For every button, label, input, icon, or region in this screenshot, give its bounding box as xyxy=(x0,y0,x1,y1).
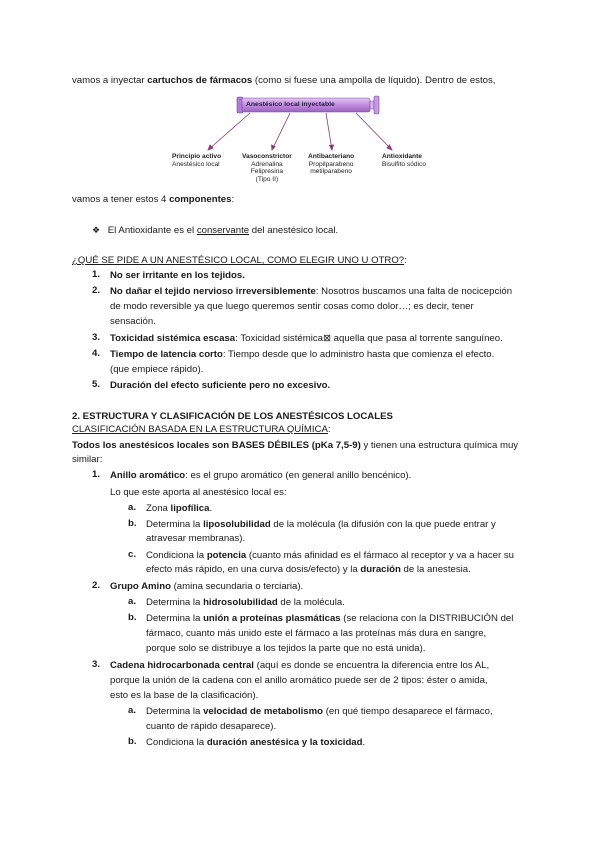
item-bold: Grupo Amino xyxy=(110,581,171,592)
sub-bold: hidrosolubilidad xyxy=(203,597,278,608)
sub-cont xyxy=(146,563,530,576)
requirement-cont: sensación. xyxy=(110,316,156,327)
sub-text: Determina la xyxy=(146,613,204,624)
structure-item-chain xyxy=(110,659,530,672)
sub-item xyxy=(146,518,530,531)
question-heading-suffix: : xyxy=(404,255,407,266)
list-number: 2. xyxy=(92,285,101,296)
requirement-1 xyxy=(110,269,530,282)
bullet-text-end: del anestésico local. xyxy=(249,225,339,236)
cartridge-diagram xyxy=(160,92,460,184)
arrow-antibacteriano xyxy=(326,113,332,150)
component-title: Antibacteriano xyxy=(308,153,355,160)
component-line: Adrenalina xyxy=(251,160,283,168)
requirement-4 xyxy=(110,348,530,361)
intro-text-end: (como si fuese una ampolla de líquido). Dentro de estos, xyxy=(252,75,496,86)
sub-letter: b. xyxy=(128,518,137,529)
sub-text: de la anestesia. xyxy=(400,564,471,575)
list-number: 2. xyxy=(92,580,101,591)
structure-item-aromatic xyxy=(110,469,530,482)
sub-letter: a. xyxy=(128,502,137,513)
sub-letter: a. xyxy=(128,705,137,716)
intro-line xyxy=(72,74,530,87)
section2-subtitle xyxy=(72,423,530,436)
sub-text: (cuanto más afinidad es el fármaco al receptor y va a hacer su xyxy=(246,550,514,561)
sub-text: . xyxy=(209,503,213,514)
sub-text: Zona xyxy=(146,503,171,514)
requirement-bold: Tiempo de latencia corto xyxy=(110,349,223,360)
bullet-text: El Antioxidante es el xyxy=(107,225,197,236)
sub-text: Determina la xyxy=(146,519,204,530)
sub-bold: potencia xyxy=(206,550,247,561)
item-cont: esto es la base de la clasificación). xyxy=(110,690,259,701)
list-number: 1. xyxy=(92,469,101,480)
sub-bold: duración xyxy=(360,564,401,575)
sub-item xyxy=(146,502,530,515)
components-line xyxy=(72,193,530,206)
list-number: 3. xyxy=(92,332,101,343)
conservante-bullet xyxy=(92,224,550,238)
sub-bold: velocidad de metabolismo xyxy=(203,706,324,717)
arrow-principio xyxy=(208,113,250,150)
question-heading-text: ¿QUÉ SE PIDE A UN ANESTÉSICO LOCAL, COMO ELEGIR UNO U OTRO? xyxy=(72,255,405,266)
question-heading xyxy=(72,254,530,267)
cartridge-tip xyxy=(374,96,379,114)
item-bold: Cadena hidrocarbonada central xyxy=(110,660,254,671)
item-text: (amina secundaria o terciaria). xyxy=(170,581,304,592)
components-text: vamos a tener estos 4 xyxy=(72,194,170,205)
arrow-antioxidante xyxy=(356,113,392,150)
sub-cont: porque solo se distribuye a los tejidos la parte que no está unida). xyxy=(146,643,426,654)
component-line: Propilparabeno xyxy=(308,160,354,168)
component-title: Antioxidante xyxy=(382,153,422,160)
cartridge-label: Anestésico local inyectable xyxy=(246,101,335,108)
item-text: (aquí es donde se encuentra la diferencia entre los AL, xyxy=(253,660,490,671)
requirement-text: : Toxicidad sistémica⊠ aquella que pasa al torrente sanguíneo. xyxy=(235,333,503,344)
requirement-bold: Duración del efecto suficiente pero no excesivo. xyxy=(110,380,331,391)
list-number: 5. xyxy=(92,379,101,390)
list-number: 3. xyxy=(92,659,101,670)
requirement-5 xyxy=(110,379,530,392)
component-title: Vasoconstrictor xyxy=(242,153,292,160)
requirement-3 xyxy=(110,332,530,345)
requirement-cont: de modo reversible ya que luego queremos sentir cosas como dolor…; es decir, tener xyxy=(110,301,474,312)
section2-subtitle-text: CLASIFICACIÓN BASADA EN LA ESTRUCTURA QUÍMICA xyxy=(72,424,328,435)
component-line: (Tipo II) xyxy=(255,175,279,183)
sub-bold: duración anestésica y la toxicidad xyxy=(206,737,363,748)
arrow-vasoconstrictor xyxy=(272,113,290,150)
section2-intro-text: y tienen una estructura química muy xyxy=(360,440,519,451)
sub-text: de la molécula (la difusión con la que puede entrar y xyxy=(270,519,496,530)
section2-intro xyxy=(72,439,530,452)
sub-text: Determina la xyxy=(146,706,204,717)
section2-intro-cont: similar: xyxy=(72,454,103,465)
component-vasoconstrictor xyxy=(242,153,292,183)
sub-text: . xyxy=(362,737,366,748)
diamond-bullet-icon: ❖ xyxy=(92,226,101,236)
bullet-underlined: conservante xyxy=(196,225,250,236)
component-antibacteriano xyxy=(308,153,354,176)
item-text: : es el grupo aromático (en general anillo bencénico). xyxy=(185,470,412,481)
components-colon: : xyxy=(231,194,235,205)
requirement-bold: No dañar el tejido nervioso irreversiblemente xyxy=(110,286,316,297)
sub-item xyxy=(146,736,530,749)
list-number: 4. xyxy=(92,348,101,359)
sub-text: Determina la xyxy=(146,597,204,608)
list-number: 1. xyxy=(92,269,101,280)
requirement-text: : Nosotros buscamos una falta de nocicepción xyxy=(315,286,513,297)
sub-item xyxy=(146,549,530,562)
item-cont: porque la unión de la cadena con el anillo aromático puede ser de 2 tipos: éster o amida, xyxy=(110,675,488,686)
requirement-bold: Toxicidad sistémica escasa xyxy=(110,333,236,344)
sub-bold: unión a proteínas plasmáticas xyxy=(203,613,341,624)
component-line: Anestésico local xyxy=(172,160,220,168)
sub-item xyxy=(146,612,530,625)
section2-subtitle-suffix: : xyxy=(327,424,331,435)
section2-intro-bold: Todos los anestésicos locales son BASES DÉBILES (pKa 7,5-9) xyxy=(72,440,361,451)
item-bold: Anillo aromático xyxy=(110,470,186,481)
sub-text: Condiciona la xyxy=(146,737,207,748)
sub-item xyxy=(146,596,530,609)
requirement-cont: (que empiece rápido). xyxy=(110,364,204,375)
requirement-bold: No ser irritante en los tejidos. xyxy=(110,270,245,281)
sub-bold: lipofílica xyxy=(170,503,210,514)
sub-cont: fármaco, cuanto más unido este el fármaco a las proteínas más dura en sangre, xyxy=(146,628,487,639)
section2-title-text: 2. ESTRUCTURA Y CLASIFICACIÓN DE LOS ANESTÉSICOS LOCALES xyxy=(72,411,393,422)
sub-cont: cuanto de rápido desaparece). xyxy=(146,721,277,732)
sub-letter: a. xyxy=(128,596,137,607)
component-antioxidante xyxy=(382,153,426,168)
intro-text: vamos a inyectar xyxy=(72,75,148,86)
component-line: metilparabeno xyxy=(310,168,352,176)
requirement-text: : Tiempo desde que lo administro hasta que comienza el efecto. xyxy=(222,349,495,360)
sub-text: de la molécula. xyxy=(277,597,345,608)
sub-text: efecto más rápido, en una curva dosis/efecto) y la xyxy=(146,564,361,575)
sub-text: (se relaciona con la DISTRIBUCIÓN del xyxy=(340,613,514,624)
sub-text: Condiciona la xyxy=(146,550,207,561)
component-title: Principio activo xyxy=(172,153,222,160)
intro-bold: cartuchos de fármacos xyxy=(147,75,253,86)
sub-letter: b. xyxy=(128,612,137,623)
sub-bold: liposolubilidad xyxy=(203,519,271,530)
sub-item xyxy=(146,705,530,718)
component-line: Felipresina xyxy=(250,168,284,176)
sub-letter: c. xyxy=(128,549,137,560)
cartridge-neck xyxy=(370,101,374,109)
arrowhead-antibacteriano xyxy=(330,145,334,150)
components-bold: componentes xyxy=(169,194,232,205)
component-line: Bisulfito sódico xyxy=(382,160,426,168)
component-principio-activo xyxy=(172,153,221,168)
structure-item-amino xyxy=(110,580,530,593)
sub-letter: b. xyxy=(128,736,137,747)
requirement-2 xyxy=(110,285,530,298)
sub-text: (en qué tiempo desaparece el fármaco, xyxy=(323,706,493,717)
item-note: Lo que este aporta al anestésico local es: xyxy=(110,487,287,498)
section2-title xyxy=(72,410,530,423)
sub-cont: atravesar membranas). xyxy=(146,533,246,544)
